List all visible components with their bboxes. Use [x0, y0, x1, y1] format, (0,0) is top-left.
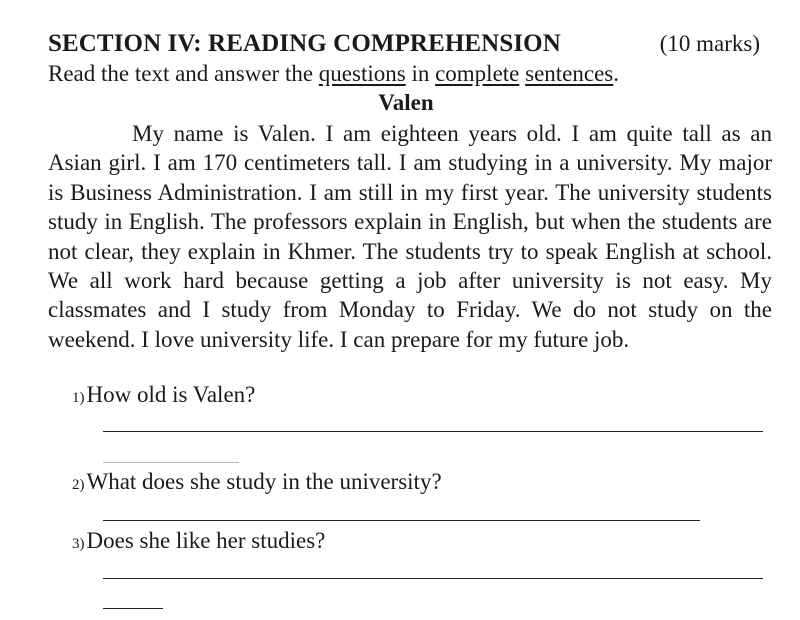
answer-line-3[interactable]	[103, 578, 763, 579]
answer-line-2[interactable]	[103, 520, 700, 521]
question-3-number: 3)	[72, 536, 85, 552]
section-header	[48, 30, 760, 60]
story-title: Valen	[378, 90, 434, 115]
instruction-questions: questions	[318, 61, 406, 86]
section-marks: (10 marks)	[659, 31, 760, 56]
instruction-text	[48, 61, 619, 87]
question-2	[72, 469, 442, 495]
answer-line-1-continued[interactable]	[103, 462, 239, 463]
reading-passage: My name is Valen. I am eighteen years old. I am quite tall as an Asian girl. I am 170 centimeters tall. I am studying in a university. My major is Business Administration. I am still in my first year. The university students study in English. The professors explain in English, but when the students are not clear, they explain in Khmer. The students try to speak English at school. We all work hard because getting a job after university is not easy. My classmates and I study from Monday to Friday. We do not study on the weekend. I love university life. I can prepare for my future job.	[48, 121, 772, 352]
question-3	[72, 528, 325, 554]
question-1	[72, 382, 255, 408]
question-3-text: Does she like her studies?	[86, 528, 326, 553]
instruction-suffix: .	[613, 61, 620, 86]
section-title: SECTION IV: READING COMPREHENSION	[48, 30, 561, 57]
instruction-complete: complete	[435, 61, 520, 86]
answer-line-3-continued[interactable]	[103, 608, 163, 609]
question-2-number: 2)	[72, 477, 85, 493]
question-1-text: How old is Valen?	[86, 382, 256, 407]
question-2-text: What does she study in the university?	[86, 469, 442, 494]
instruction-sentences: sentences	[525, 61, 614, 86]
instruction-mid1: in	[405, 61, 436, 86]
answer-line-1[interactable]	[103, 431, 763, 432]
instruction-prefix: Read the text and answer the	[48, 61, 319, 86]
question-1-number: 1)	[72, 390, 85, 406]
